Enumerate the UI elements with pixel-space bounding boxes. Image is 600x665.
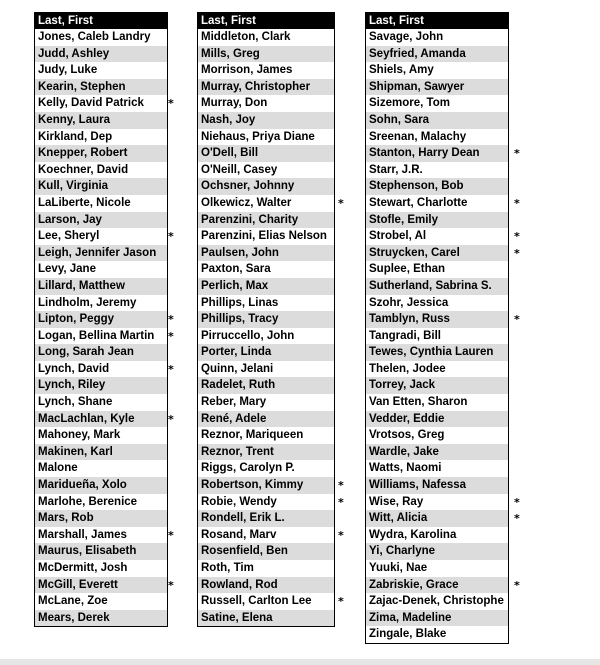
star-marker: * [338,479,344,493]
name-row: Lillard, Matthew [35,278,167,295]
name-row: Struycken, Carel [366,245,508,262]
name-row: Lynch, Riley [35,377,167,394]
name-row: Wydra, Karolina [369,528,457,541]
name-row: Mears, Derek [35,610,167,627]
bottom-edge [0,659,600,665]
name-row: Robertson, Kimmy [198,477,334,494]
name-row: Savage, John [369,31,444,43]
name-row: Witt, Alicia [366,510,508,527]
name-row: Logan, Bellina Martin [38,329,155,342]
name-row: Kirkland, Dep [38,130,113,143]
name-row: Marlohe, Berenice [38,495,138,508]
name-row: Long, Sarah Jean [35,344,167,361]
name-row: Sreenan, Malachy [369,130,467,143]
name-row: Kelly, David Patrick [38,97,144,110]
name-row: Makinen, Karl [35,444,167,461]
name-row: Kearin, Stephen [35,79,167,96]
name-row: Strobel, Al [369,230,427,243]
star-marker: * [168,412,174,426]
star-marker: * [514,313,520,327]
column-header: Last, First [198,13,334,29]
star-marker: * [514,197,520,210]
name-row: Lee, Sheryl [38,230,100,243]
name-row: Starr, J.R. [369,163,423,176]
name-row: Perlich, Max [198,278,334,295]
name-row: Phillips, Tracy [198,311,334,328]
name-column-3 [365,12,509,644]
name-row: Porter, Linda [198,344,334,361]
name-row: MacLachlan, Kyle [35,411,167,428]
name-row: Niehaus, Priya Diane [201,130,315,143]
name-row: Zima, Madeline [366,610,508,627]
name-row: Mahoney, Mark [38,429,121,442]
name-row: McDermitt, Josh [38,562,128,574]
name-row: Sizemore, Tom [369,97,450,110]
name-row: Reber, Mary [201,396,267,409]
name-row: Reznor, Mariqueen [201,429,304,442]
name-row: Radelet, Ruth [198,377,334,394]
name-row: Nash, Joy [198,112,334,129]
star-marker: * [168,363,174,376]
name-row: Tangradi, Bill [369,329,441,342]
name-row: Quinn, Jelani [201,362,274,375]
name-row: Van Etten, Sharon [369,396,468,409]
star-marker: * [338,595,344,609]
star-marker: * [338,529,344,542]
column-header: Last, First [35,13,167,29]
name-row: Riggs, Carolyn P. [201,462,295,475]
name-row: Reznor, Trent [198,444,334,461]
name-row: Suplee, Ethan [369,263,446,276]
star-marker: * [514,578,520,592]
name-row: Lynch, David [38,362,110,375]
name-row: Shiels, Amy [369,64,434,77]
name-row: Williams, Nafessa [366,477,508,494]
name-row: Satine, Elena [198,610,334,627]
name-row: Watts, Naomi [369,462,442,475]
name-row: Knepper, Robert [35,145,167,162]
name-row: Shipman, Sawyer [366,79,508,96]
name-row: Murray, Don [201,97,268,110]
name-row: Marshall, James [38,528,127,541]
name-row: Zajac-Denek, Christophe [369,595,504,608]
name-row: Koechner, David [38,163,129,176]
name-row: Levy, Jane [38,263,96,276]
name-row: Ochsner, Johnny [198,178,334,195]
star-marker: * [168,329,174,343]
star-marker: * [514,147,520,161]
name-row: Seyfried, Amanda [366,46,508,63]
name-row: Murray, Christopher [198,79,334,96]
name-row: O'Dell, Bill [198,145,334,162]
name-row: Vrotsos, Greg [369,429,445,442]
name-row: Judy, Luke [38,64,98,77]
name-row: Middleton, Clark [201,31,291,43]
name-row: McGill, Everett [35,577,167,594]
name-row: Stephenson, Bob [366,178,508,195]
name-row: Wardle, Jake [366,444,508,461]
name-row: Tamblyn, Russ [366,311,508,328]
name-row: Larson, Jay [35,212,167,229]
name-row: Olkewicz, Walter [201,196,292,209]
name-row: McLane, Zoe [38,595,108,608]
star-marker: * [514,495,520,509]
name-row: Mills, Greg [198,46,334,63]
name-row: Parenzini, Elias Nelson [201,230,327,243]
name-row: Lipton, Peggy [35,311,167,328]
star-marker: * [168,230,174,244]
name-row: Paxton, Sara [201,263,271,276]
star-marker: * [514,512,520,526]
name-row: Sutherland, Sabrina S. [366,278,508,295]
name-row: Torrey, Jack [366,377,508,394]
name-row: O'Neill, Casey [201,163,278,176]
name-row: Leigh, Jennifer Jason [35,245,167,262]
name-row: Kenny, Laura [35,112,167,129]
name-row: Yuuki, Nae [369,562,428,574]
name-row: Roth, Tim [201,562,254,574]
column-header: Last, First [366,13,508,29]
star-marker: * [338,197,344,210]
name-row: Morrison, James [201,64,293,77]
star-marker: * [168,529,174,542]
name-row: Paulsen, John [198,245,334,262]
name-row: LaLiberte, Nicole [38,196,131,209]
name-row: Szohr, Jessica [369,296,449,309]
name-row: Rowland, Rod [198,577,334,594]
name-row: Thelen, Jodee [369,362,446,375]
star-marker: * [168,313,174,327]
name-row: Mars, Rob [35,510,167,527]
name-row: Phillips, Linas [201,296,279,309]
name-row: Rosand, Marv [201,528,277,541]
name-column-2 [197,12,335,627]
name-row: Yi, Charlyne [366,543,508,560]
star-marker: * [338,495,344,509]
name-row: Wise, Ray [369,495,424,508]
star-marker: * [514,230,520,244]
name-column-1 [34,12,168,627]
name-row: Russell, Carlton Lee [201,595,312,608]
name-row: Rosenfield, Ben [198,543,334,560]
name-row: Kull, Virginia [35,178,167,195]
name-row: Stanton, Harry Dean [366,145,508,162]
name-row: Parenzini, Charity [198,212,334,229]
star-marker: * [514,246,520,260]
name-row: Pirruccello, John [201,329,295,342]
name-row: Vedder, Eddie [366,411,508,428]
star-marker: * [168,578,174,592]
name-row: Lindholm, Jeremy [38,296,137,309]
name-row: Maurus, Elisabeth [35,543,167,560]
name-row: Sohn, Sara [366,112,508,129]
name-row: René, Adele [198,411,334,428]
star-marker: * [168,97,174,111]
name-row: Tewes, Cynthia Lauren [366,344,508,361]
name-row: Malone [38,462,78,475]
name-row: Jones, Caleb Landry [38,31,151,43]
name-row: Maridueña, Xolo [35,477,167,494]
name-row: Rondell, Erik L. [198,510,334,527]
name-row: Lynch, Shane [38,396,113,409]
name-row: Robie, Wendy [201,495,277,508]
name-row: Zingale, Blake [369,628,447,641]
name-row: Stofle, Emily [366,212,508,229]
name-row: Zabriskie, Grace [366,577,508,594]
name-row: Judd, Ashley [35,46,167,63]
name-row: Stewart, Charlotte [369,196,468,209]
